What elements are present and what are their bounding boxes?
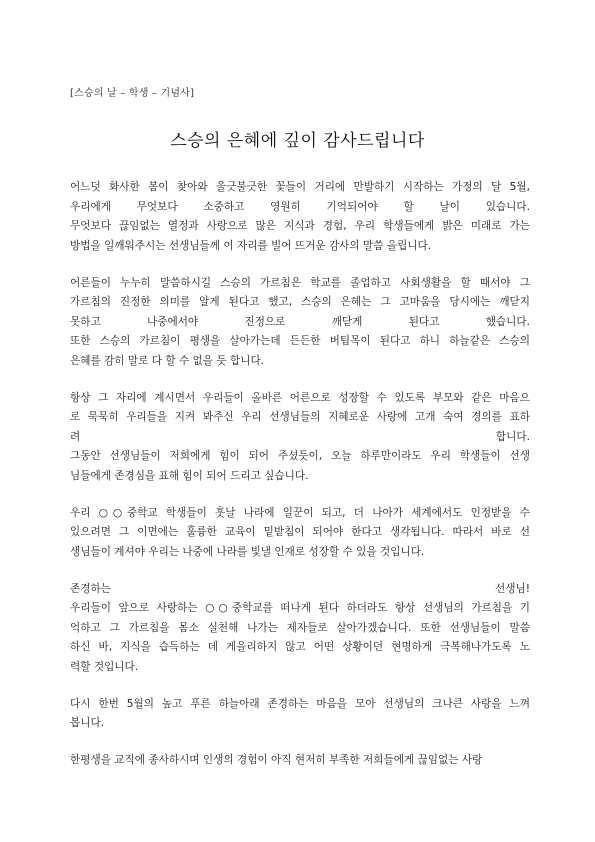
document-body [70, 178, 530, 771]
paragraph-line: 어른들이 누누히 말씀하시길 스승의 가르침은 학교를 졸업하고 사회생활을 할 때서야 그 [70, 276, 530, 289]
paragraph-gap [70, 677, 530, 695]
paragraph [70, 178, 530, 256]
paragraph-line: 님들에게 존경심을 표해 힘이 되어 드리고 싶습니다. [70, 469, 309, 482]
paragraph-line: 존경하는 선생님! [70, 582, 530, 595]
paragraph-line: 가르침의 진정한 의미를 알게 된다고 했고, 스승의 은혜는 그 고마움을 당시에는 깨닫지 [70, 296, 530, 308]
paragraph-line: 봅니다. [70, 717, 105, 729]
paragraph-line: 려 합니다. [70, 430, 530, 443]
paragraph-line: 다시 한번 5월의 높고 푸른 하늘아래 존경하는 마음을 모아 선생님의 크나큰 사랑을 느껴 [70, 697, 530, 710]
paragraph-line: 억하고 그 가르침을 몸소 실천해 나가는 제자들로 살아가겠습니다. 또한 선생님들이 말씀 [70, 621, 530, 634]
document-tag: [스승의 날 – 학생 – 기념사] [70, 88, 195, 99]
paragraph-line: 생님들이 계셔야 우리는 나중에 나라를 빛낼 인재로 성장할 수 있을 것입니다. [70, 545, 425, 558]
paragraph-line: 또한 스승의 가르침이 평생을 살아가는데 든든한 버팀목이 된다고 하니 하늘같은 스승의 [70, 335, 530, 347]
paragraph [70, 751, 530, 771]
paragraph-line: 있으려면 그 이면에는 훌륭한 교육이 밑받침이 되어야 한다고 생각됩니다. 따라서 바로 선 [70, 526, 530, 538]
paragraph-line: 어느덧 화사한 봄이 찾아와 울긋불긋한 꽃들이 거리에 만발하기 시작하는 가정의 달 5월, [70, 181, 530, 193]
paragraph-gap [70, 256, 530, 274]
paragraph [70, 695, 530, 734]
paragraph-line: 우리들이 앞으로 사랑하는 ○○중학교를 떠나게 된다 하더라도 항상 선생님의 가르침을 기 [70, 602, 530, 614]
paragraph-line: 무엇보다 끊임없는 열정과 사랑으로 많은 지식과 경험, 우리 학생들에게 밝은 미래로 가는 [70, 220, 530, 232]
paragraph-line: 항상 그 자리에 계시면서 우리들이 올바른 어른으로 성장할 수 있도록 부모와 같은 마음으 [70, 391, 530, 404]
paragraph [70, 504, 530, 563]
paragraph-gap [70, 734, 530, 752]
paragraph [70, 580, 530, 678]
paragraph-line: 못하고 나중에서야 진정으로 깨닫게 된다고 했습니다. [70, 315, 530, 328]
paragraph-gap [70, 562, 530, 580]
document-title: 스승의 은혜에 깊이 감사드립니다 [170, 131, 425, 151]
paragraph-line: 우리에게 무엇보다 소중하고 영원히 기억되어야 할 날이 있습니다. [70, 200, 530, 213]
paragraph-gap [70, 486, 530, 504]
paragraph-line: 우리 ○○중학교 학생들이 훗날 나라에 일꾼이 되고, 더 나아가 세계에서도 인정받을 수 [70, 506, 530, 519]
paragraph-line: 하신 바, 지식을 습득하는 데 게을리하지 않고 어떤 상황이던 현명하게 극복해나가도록 노 [70, 641, 530, 653]
paragraph [70, 389, 530, 487]
paragraph-line: 그동안 선생님들이 저희에게 힘이 되어 주셨듯이, 오늘 하루만이라도 우리 학생들이 선생 [70, 450, 530, 462]
paragraph-line: 한평생을 교직에 종사하시며 인생의 경험이 아직 현저히 부족한 저희들에게 끊임없는 사랑 [70, 754, 483, 766]
paragraph-line: 력할 것입니다. [70, 660, 139, 673]
paragraph-line: 은혜를 감히 말로 다 할 수 없을 듯 합니다. [70, 354, 265, 367]
paragraph [70, 274, 530, 372]
paragraph-gap [70, 371, 530, 389]
paragraph-line: 로 묵묵히 우리들을 지켜 봐주신 우리 선생님들의 지혜로운 사랑에 고개 숙여 경의를 표하 [70, 411, 530, 423]
paragraph-line: 방법을 일깨워주시는 선생님들께 이 자리를 빌어 뜨거운 감사의 말씀 올립니다. [70, 239, 432, 252]
